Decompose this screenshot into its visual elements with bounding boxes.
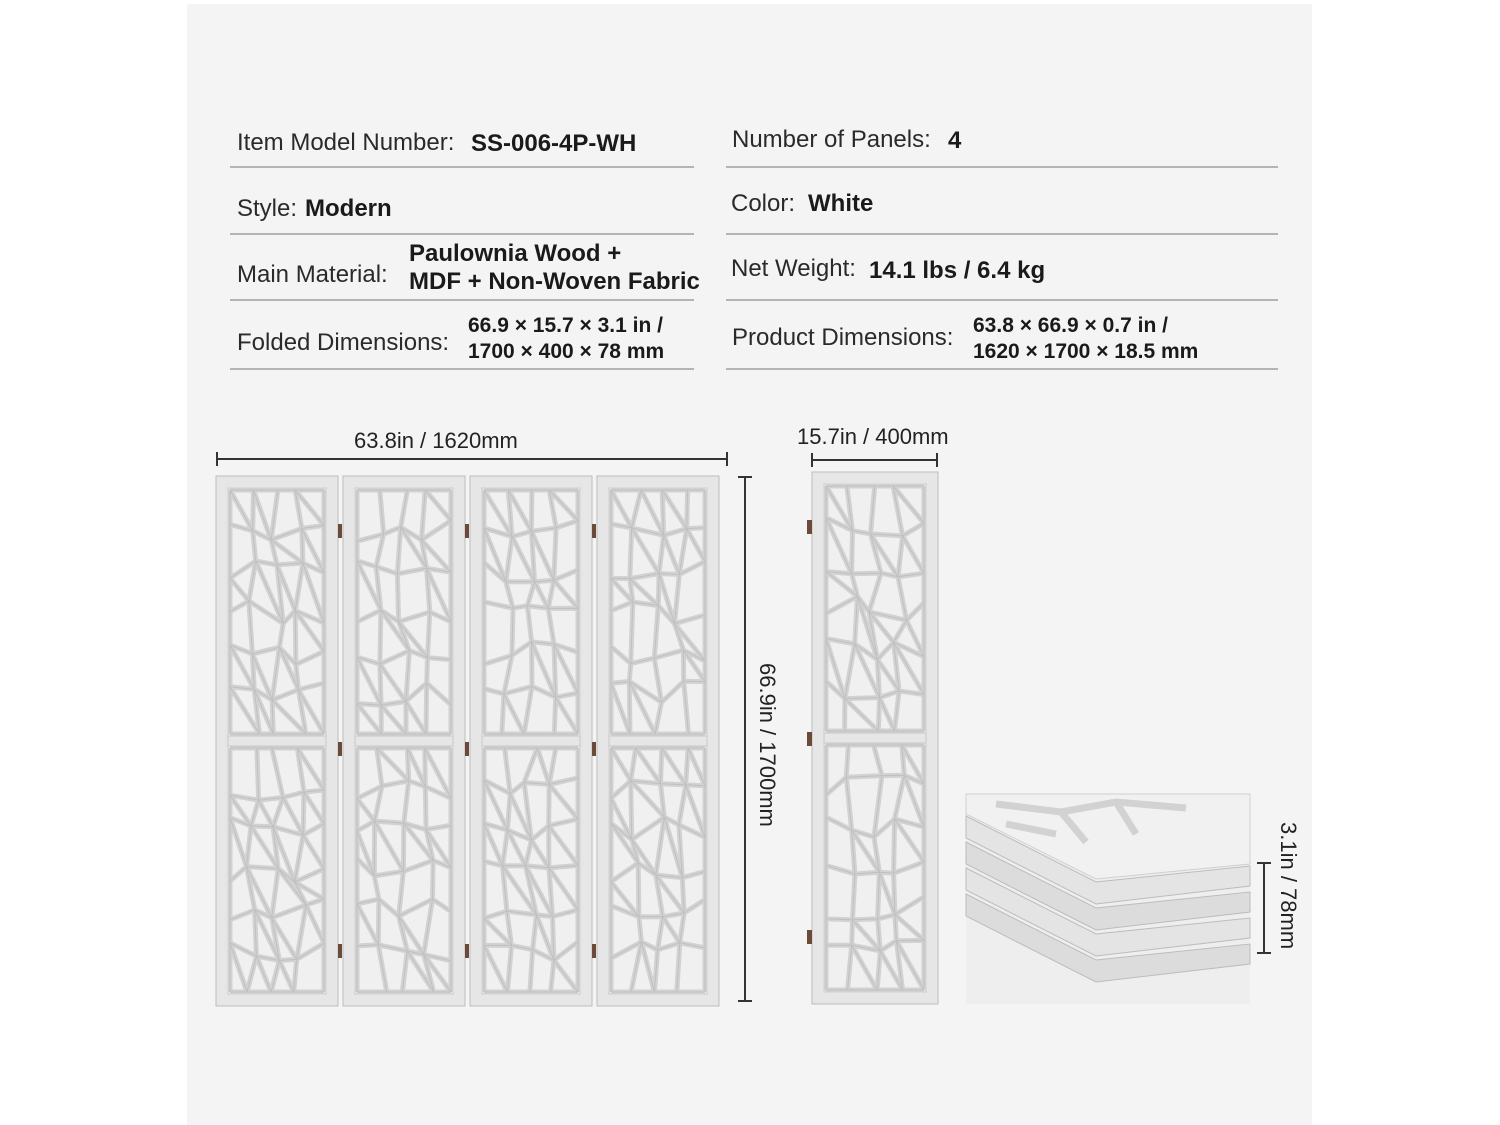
hinge <box>807 732 812 746</box>
dimension-tick <box>1257 952 1271 954</box>
hinge <box>465 944 469 958</box>
dimension-tick <box>738 476 752 478</box>
height-label: 66.9in / 1700mm <box>755 663 780 827</box>
dimension-tick <box>936 453 938 467</box>
spec-value: 4 <box>948 127 962 154</box>
spec-value: Modern <box>305 195 392 222</box>
divider <box>726 233 1278 235</box>
spec-value-line2: MDF + Non-Woven Fabric <box>409 268 700 295</box>
folded-panel-image <box>806 470 944 1006</box>
spec-label: Folded Dimensions: <box>237 329 450 356</box>
stacked-panels-closeup-image <box>966 794 1250 1004</box>
dimension-tick <box>1257 862 1271 864</box>
total-width-label: 63.8in / 1620mm <box>354 428 518 453</box>
divider <box>230 233 694 235</box>
middle-rail <box>824 733 926 743</box>
middle-rail <box>228 736 326 746</box>
height-dimension-line <box>744 476 746 1002</box>
dimension-tick <box>738 1000 752 1002</box>
screen-panel <box>216 476 338 1006</box>
width-dimension-line <box>216 458 728 460</box>
spec-value-line1: 63.8 × 66.9 × 0.7 in / <box>973 314 1168 337</box>
middle-rail <box>355 736 453 746</box>
spec-label: Color: <box>731 190 796 217</box>
spec-label: Style: <box>237 195 298 222</box>
spec-value-line1: 66.9 × 15.7 × 3.1 in / <box>468 314 663 337</box>
divider <box>230 368 694 370</box>
hinge <box>465 742 469 756</box>
spec-label: Net Weight: <box>731 255 856 282</box>
screen-panel <box>470 476 592 1006</box>
middle-rail <box>609 736 707 746</box>
hinge <box>592 944 596 958</box>
spec-label: Item Model Number: <box>237 129 455 156</box>
spec-label: Number of Panels: <box>732 126 931 153</box>
hinge <box>465 524 469 538</box>
dimension-tick <box>811 453 813 467</box>
spec-value: SS-006-4P-WH <box>471 130 637 157</box>
thickness-label: 3.1in / 78mm <box>1276 822 1301 950</box>
middle-rail <box>482 736 580 746</box>
hinge <box>592 742 596 756</box>
screen-panel <box>343 476 465 1006</box>
divider <box>726 299 1278 301</box>
dimension-tick <box>216 452 218 466</box>
spec-value-line1: Paulownia Wood + <box>409 240 622 267</box>
divider <box>230 166 694 168</box>
spec-value-line2: 1700 × 400 × 78 mm <box>468 340 665 363</box>
spec-label: Main Material: <box>237 261 388 288</box>
hinge <box>807 930 812 944</box>
spec-value: 14.1 lbs / 6.4 kg <box>869 257 1046 284</box>
hinge <box>338 742 342 756</box>
screen-panel <box>597 476 719 1006</box>
hinge <box>807 520 812 534</box>
divider <box>726 368 1278 370</box>
four-panel-screen-image <box>214 474 728 1008</box>
spec-value-line2: 1620 × 1700 × 18.5 mm <box>973 340 1199 363</box>
spec-value: White <box>808 190 874 217</box>
hinge <box>592 524 596 538</box>
dimension-tick <box>726 452 728 466</box>
panel-width-label: 15.7in / 400mm <box>797 424 949 449</box>
panel-width-dimension-line <box>811 459 938 461</box>
divider <box>230 299 694 301</box>
thickness-dimension-line <box>1263 862 1265 954</box>
folded-panel <box>812 472 938 1004</box>
hinge <box>338 524 342 538</box>
spec-label: Product Dimensions: <box>732 324 954 351</box>
hinge <box>338 944 342 958</box>
divider <box>726 166 1278 168</box>
